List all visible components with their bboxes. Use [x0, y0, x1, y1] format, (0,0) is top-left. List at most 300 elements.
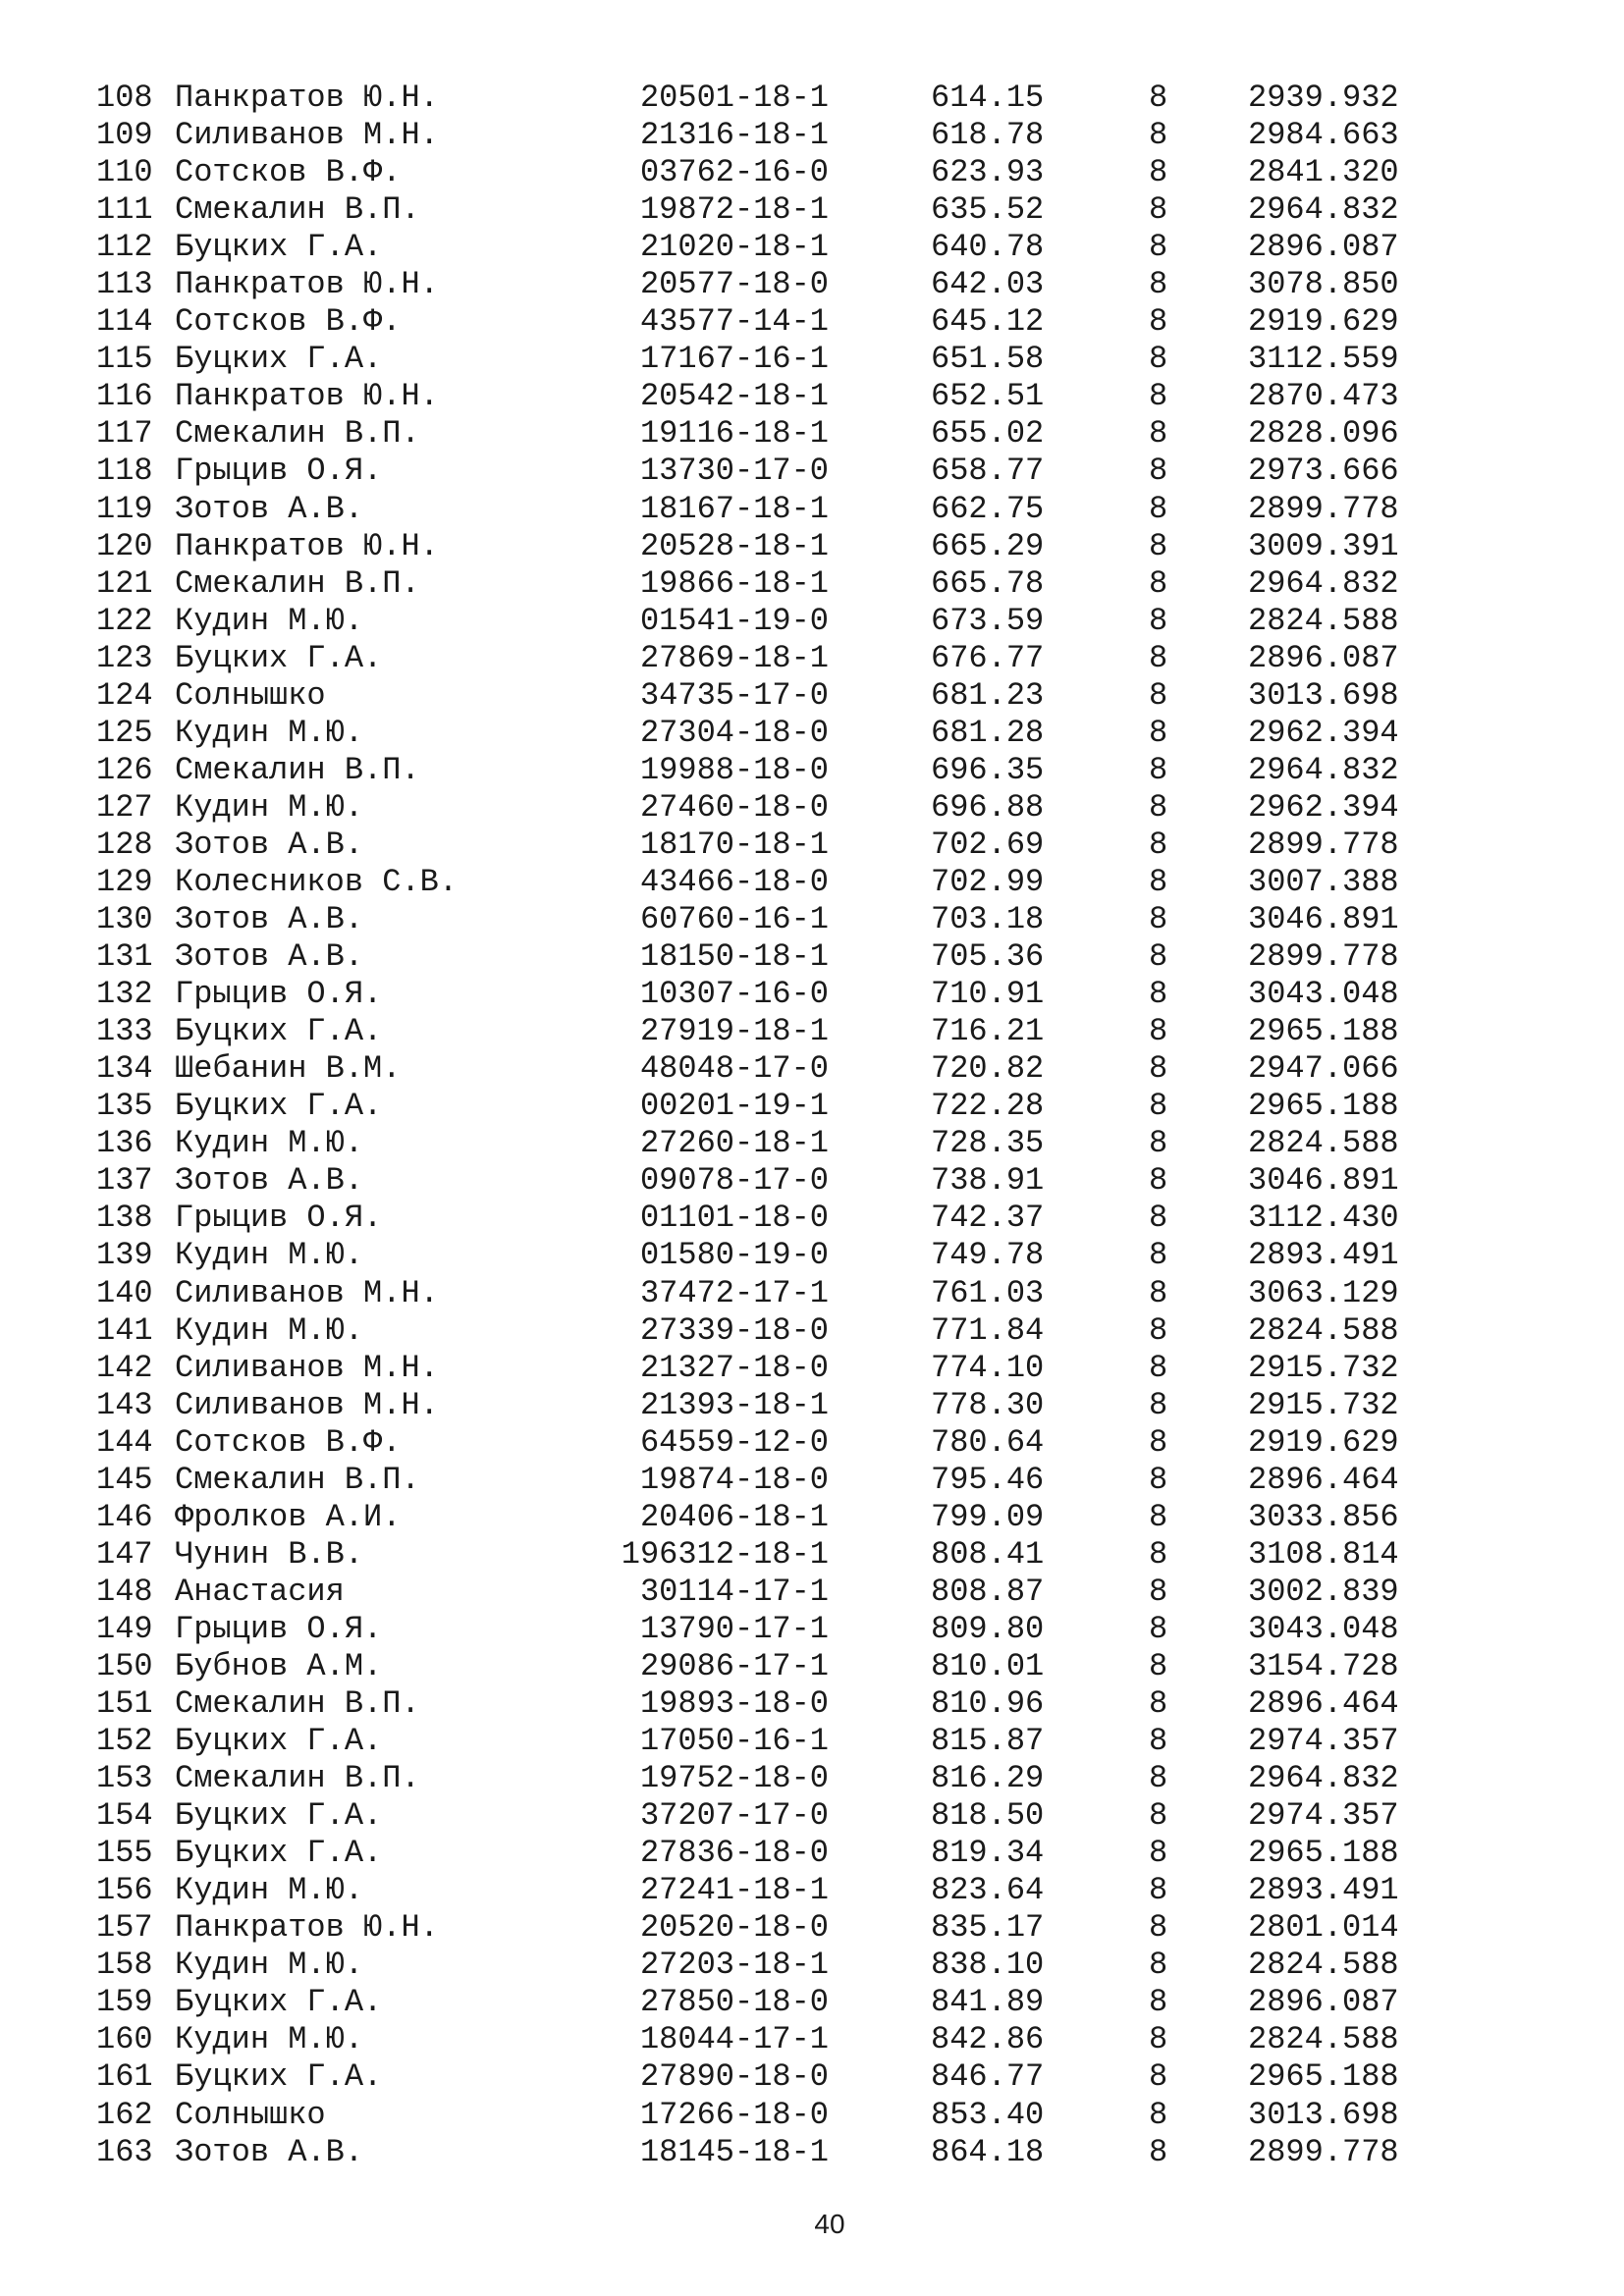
table-row [0, 1200, 1624, 1237]
category-value: 8 [1149, 1237, 1168, 1274]
speed-value: 2824.588 [1248, 1311, 1399, 1349]
speed-value: 3154.728 [1248, 1647, 1399, 1684]
table-row [0, 2021, 1624, 2058]
category-value: 8 [1149, 676, 1168, 714]
row-number: 131 [96, 938, 153, 976]
speed-value: 2939.932 [1248, 80, 1399, 116]
speed-value: 2824.588 [1248, 1125, 1399, 1162]
category-value: 8 [1149, 639, 1168, 676]
ring-id: 34735-17-0 [639, 676, 829, 714]
ring-id: 13790-17-1 [639, 1610, 829, 1647]
category-value: 8 [1149, 1274, 1168, 1311]
row-number: 115 [96, 341, 153, 378]
category-value: 8 [1149, 1872, 1168, 1909]
table-row [0, 1685, 1624, 1723]
row-number: 132 [96, 976, 153, 1013]
speed-value: 2899.778 [1248, 2133, 1399, 2170]
distance-value: 635.52 [931, 191, 1045, 229]
ring-id: 20406-18-1 [639, 1498, 829, 1535]
speed-value: 3046.891 [1248, 901, 1399, 938]
speed-value: 3112.430 [1248, 1200, 1399, 1237]
category-value: 8 [1149, 490, 1168, 527]
owner-name: Смекалин В.П. [175, 1461, 420, 1498]
owner-name: Зотов А.В. [175, 1162, 364, 1200]
table-row [0, 1648, 1624, 1685]
row-number: 123 [96, 639, 153, 676]
table-row [0, 1984, 1624, 2021]
page-number: 40 [814, 2209, 845, 2239]
table-row [0, 677, 1624, 715]
ring-id: 27836-18-0 [639, 1835, 829, 1872]
row-number: 111 [96, 191, 153, 229]
category-value: 8 [1149, 2133, 1168, 2170]
category-value: 8 [1149, 1610, 1168, 1647]
category-value: 8 [1149, 714, 1168, 751]
table-row [0, 1536, 1624, 1574]
ring-id: 21020-18-1 [639, 229, 829, 266]
table-row [0, 1424, 1624, 1462]
distance-value: 774.10 [931, 1349, 1045, 1386]
speed-value: 2870.473 [1248, 378, 1399, 415]
distance-value: 816.29 [931, 1760, 1045, 1797]
distance-value: 662.75 [931, 490, 1045, 527]
table-row [0, 1013, 1624, 1050]
table-row [0, 1462, 1624, 1499]
table-row [0, 901, 1624, 938]
ring-id: 64559-12-0 [639, 1423, 829, 1461]
owner-name: Панкратов Ю.Н. [175, 80, 439, 116]
speed-value: 2824.588 [1248, 2021, 1399, 2058]
owner-name: Буцких Г.А. [175, 1984, 383, 2021]
distance-value: 614.15 [931, 80, 1045, 116]
ring-id: 20577-18-0 [639, 266, 829, 303]
speed-value: 2974.357 [1248, 1723, 1399, 1760]
owner-name: Буцких Г.А. [175, 1835, 383, 1872]
ring-id: 18170-18-1 [639, 826, 829, 863]
table-row [0, 117, 1624, 154]
speed-value: 2974.357 [1248, 1797, 1399, 1835]
row-number: 144 [96, 1423, 153, 1461]
distance-value: 623.93 [931, 154, 1045, 191]
speed-value: 2896.087 [1248, 1984, 1399, 2021]
owner-name: Кудин М.Ю. [175, 714, 364, 751]
category-value: 8 [1149, 191, 1168, 229]
ring-id: 43577-14-1 [639, 303, 829, 341]
category-value: 8 [1149, 1311, 1168, 1349]
category-value: 8 [1149, 415, 1168, 453]
category-value: 8 [1149, 1723, 1168, 1760]
category-value: 8 [1149, 1386, 1168, 1423]
category-value: 8 [1149, 453, 1168, 490]
owner-name: Силиванов М.Н. [175, 1349, 439, 1386]
owner-name: Грыцив О.Я. [175, 453, 383, 490]
owner-name: Колесников С.В. [175, 863, 459, 900]
category-value: 8 [1149, 751, 1168, 788]
row-number: 119 [96, 490, 153, 527]
table-row [0, 2134, 1624, 2171]
category-value: 8 [1149, 154, 1168, 191]
distance-value: 681.28 [931, 714, 1045, 751]
owner-name: Смекалин В.П. [175, 1685, 420, 1723]
row-number: 142 [96, 1349, 153, 1386]
table-row [0, 1050, 1624, 1088]
table-row [0, 752, 1624, 789]
speed-value: 2824.588 [1248, 1947, 1399, 1984]
category-value: 8 [1149, 901, 1168, 938]
owner-name: Силиванов М.Н. [175, 1274, 439, 1311]
row-number: 163 [96, 2133, 153, 2170]
distance-value: 780.64 [931, 1423, 1045, 1461]
speed-value: 2801.014 [1248, 1909, 1399, 1947]
owner-name: Грыцив О.Я. [175, 976, 383, 1013]
ring-id: 30114-17-1 [639, 1573, 829, 1610]
table-row [0, 2097, 1624, 2134]
speed-value: 3046.891 [1248, 1162, 1399, 1200]
ring-id: 43466-18-0 [639, 863, 829, 900]
table-row [0, 1125, 1624, 1162]
owner-name: Кудин М.Ю. [175, 1125, 364, 1162]
table-row [0, 491, 1624, 528]
speed-value: 2965.188 [1248, 1835, 1399, 1872]
distance-value: 676.77 [931, 639, 1045, 676]
speed-value: 2915.732 [1248, 1386, 1399, 1423]
row-number: 134 [96, 1050, 153, 1088]
ring-id: 21327-18-0 [639, 1349, 829, 1386]
owner-name: Зотов А.В. [175, 938, 364, 976]
owner-name: Смекалин В.П. [175, 191, 420, 229]
ring-id: 20520-18-0 [639, 1909, 829, 1947]
row-number: 108 [96, 80, 153, 116]
table-row [0, 528, 1624, 565]
owner-name: Шебанин В.М. [175, 1050, 402, 1088]
table-row [0, 229, 1624, 266]
row-number: 136 [96, 1125, 153, 1162]
speed-value: 2899.778 [1248, 826, 1399, 863]
speed-value: 2964.832 [1248, 564, 1399, 602]
ring-id: 01101-18-0 [639, 1200, 829, 1237]
owner-name: Кудин М.Ю. [175, 1311, 364, 1349]
owner-name: Панкратов Ю.Н. [175, 378, 439, 415]
table-row [0, 154, 1624, 191]
table-row [0, 1237, 1624, 1274]
distance-value: 702.69 [931, 826, 1045, 863]
ring-id: 00201-19-1 [639, 1088, 829, 1125]
distance-value: 640.78 [931, 229, 1045, 266]
ring-id: 18145-18-1 [639, 2133, 829, 2170]
distance-value: 749.78 [931, 1237, 1045, 1274]
category-value: 8 [1149, 117, 1168, 154]
table-row [0, 1574, 1624, 1611]
speed-value: 3108.814 [1248, 1535, 1399, 1573]
owner-name: Кудин М.Ю. [175, 788, 364, 826]
ring-id: 01541-19-0 [639, 602, 829, 639]
speed-value: 3112.559 [1248, 341, 1399, 378]
speed-value: 2947.066 [1248, 1050, 1399, 1088]
ring-id: 27241-18-1 [639, 1872, 829, 1909]
table-row [0, 266, 1624, 303]
category-value: 8 [1149, 1797, 1168, 1835]
row-number: 153 [96, 1760, 153, 1797]
owner-name: Буцких Г.А. [175, 1723, 383, 1760]
distance-value: 642.03 [931, 266, 1045, 303]
distance-value: 702.99 [931, 863, 1045, 900]
speed-value: 2965.188 [1248, 1013, 1399, 1050]
ring-id: 27339-18-0 [639, 1311, 829, 1349]
distance-value: 810.01 [931, 1647, 1045, 1684]
category-value: 8 [1149, 1088, 1168, 1125]
owner-name: Буцких Г.А. [175, 1797, 383, 1835]
ring-id: 13730-17-0 [639, 453, 829, 490]
category-value: 8 [1149, 266, 1168, 303]
owner-name: Солнышко [175, 2096, 326, 2133]
row-number: 117 [96, 415, 153, 453]
speed-value: 3033.856 [1248, 1498, 1399, 1535]
speed-value: 2973.666 [1248, 453, 1399, 490]
ring-id: 20528-18-1 [639, 527, 829, 564]
table-row [0, 827, 1624, 864]
row-number: 112 [96, 229, 153, 266]
ring-id: 17167-16-1 [639, 341, 829, 378]
table-row [0, 303, 1624, 341]
distance-value: 771.84 [931, 1311, 1045, 1349]
speed-value: 3063.129 [1248, 1274, 1399, 1311]
category-value: 8 [1149, 1498, 1168, 1535]
category-value: 8 [1149, 1573, 1168, 1610]
distance-value: 864.18 [931, 2133, 1045, 2170]
category-value: 8 [1149, 602, 1168, 639]
row-number: 154 [96, 1797, 153, 1835]
distance-value: 841.89 [931, 1984, 1045, 2021]
row-number: 140 [96, 1274, 153, 1311]
category-value: 8 [1149, 2021, 1168, 2058]
ring-id: 19893-18-0 [639, 1685, 829, 1723]
speed-value: 2962.394 [1248, 788, 1399, 826]
table-row [0, 453, 1624, 490]
table-row [0, 603, 1624, 640]
owner-name: Кудин М.Ю. [175, 602, 364, 639]
speed-value: 2896.464 [1248, 1685, 1399, 1723]
row-number: 116 [96, 378, 153, 415]
row-number: 120 [96, 527, 153, 564]
category-value: 8 [1149, 1125, 1168, 1162]
distance-value: 846.77 [931, 2058, 1045, 2096]
row-number: 159 [96, 1984, 153, 2021]
category-value: 8 [1149, 1835, 1168, 1872]
speed-value: 2964.832 [1248, 751, 1399, 788]
row-number: 143 [96, 1386, 153, 1423]
owner-name: Кудин М.Ю. [175, 2021, 364, 2058]
distance-value: 815.87 [931, 1723, 1045, 1760]
owner-name: Буцких Г.А. [175, 639, 383, 676]
table-row [0, 1760, 1624, 1797]
distance-value: 842.86 [931, 2021, 1045, 2058]
table-row [0, 1088, 1624, 1125]
category-value: 8 [1149, 80, 1168, 116]
category-value: 8 [1149, 1909, 1168, 1947]
table-row [0, 1350, 1624, 1387]
category-value: 8 [1149, 1050, 1168, 1088]
distance-value: 838.10 [931, 1947, 1045, 1984]
speed-value: 2964.832 [1248, 191, 1399, 229]
owner-name: Буцких Г.А. [175, 229, 383, 266]
row-number: 149 [96, 1610, 153, 1647]
distance-value: 823.64 [931, 1872, 1045, 1909]
table-row [0, 864, 1624, 901]
owner-name: Кудин М.Ю. [175, 1947, 364, 1984]
speed-value: 3002.839 [1248, 1573, 1399, 1610]
owner-name: Смекалин В.П. [175, 564, 420, 602]
speed-value: 3013.698 [1248, 2096, 1399, 2133]
category-value: 8 [1149, 1349, 1168, 1386]
ring-id: 21316-18-1 [639, 117, 829, 154]
distance-value: 665.29 [931, 527, 1045, 564]
category-value: 8 [1149, 229, 1168, 266]
distance-value: 728.35 [931, 1125, 1045, 1162]
table-row [0, 1947, 1624, 1984]
owner-name: Смекалин В.П. [175, 415, 420, 453]
category-value: 8 [1149, 341, 1168, 378]
ring-id: 21393-18-1 [639, 1386, 829, 1423]
row-number: 160 [96, 2021, 153, 2058]
ring-id: 27850-18-0 [639, 1984, 829, 2021]
owner-name: Зотов А.В. [175, 826, 364, 863]
speed-value: 2893.491 [1248, 1872, 1399, 1909]
category-value: 8 [1149, 1760, 1168, 1797]
distance-value: 819.34 [931, 1835, 1045, 1872]
ring-id: 20542-18-1 [639, 378, 829, 415]
distance-value: 696.88 [931, 788, 1045, 826]
distance-value: 681.23 [931, 676, 1045, 714]
speed-value: 2919.629 [1248, 303, 1399, 341]
table-row [0, 640, 1624, 677]
table-row [0, 191, 1624, 229]
category-value: 8 [1149, 303, 1168, 341]
category-value: 8 [1149, 1423, 1168, 1461]
speed-value: 3078.850 [1248, 266, 1399, 303]
row-number: 157 [96, 1909, 153, 1947]
row-number: 156 [96, 1872, 153, 1909]
ring-id: 37207-17-0 [639, 1797, 829, 1835]
ring-id: 18167-18-1 [639, 490, 829, 527]
distance-value: 761.03 [931, 1274, 1045, 1311]
ring-id: 37472-17-1 [639, 1274, 829, 1311]
category-value: 8 [1149, 938, 1168, 976]
category-value: 8 [1149, 527, 1168, 564]
row-number: 137 [96, 1162, 153, 1200]
distance-value: 835.17 [931, 1909, 1045, 1947]
table-row [0, 1909, 1624, 1947]
distance-value: 799.09 [931, 1498, 1045, 1535]
owner-name: Смекалин В.П. [175, 751, 420, 788]
row-number: 147 [96, 1535, 153, 1573]
row-number: 141 [96, 1311, 153, 1349]
speed-value: 2893.491 [1248, 1237, 1399, 1274]
table-row [0, 565, 1624, 603]
row-number: 145 [96, 1461, 153, 1498]
distance-value: 652.51 [931, 378, 1045, 415]
ring-id: 19116-18-1 [639, 415, 829, 453]
speed-value: 3043.048 [1248, 1610, 1399, 1647]
category-value: 8 [1149, 863, 1168, 900]
distance-value: 810.96 [931, 1685, 1045, 1723]
category-value: 8 [1149, 826, 1168, 863]
table-row [0, 2058, 1624, 2096]
row-number: 128 [96, 826, 153, 863]
ring-id: 27203-18-1 [639, 1947, 829, 1984]
ring-id: 27919-18-1 [639, 1013, 829, 1050]
distance-value: 651.58 [931, 341, 1045, 378]
ring-id: 29086-17-1 [639, 1647, 829, 1684]
distance-value: 665.78 [931, 564, 1045, 602]
distance-value: 696.35 [931, 751, 1045, 788]
distance-value: 742.37 [931, 1200, 1045, 1237]
ring-id: 27260-18-1 [639, 1125, 829, 1162]
ring-id: 18044-17-1 [639, 2021, 829, 2058]
owner-name: Панкратов Ю.Н. [175, 1909, 439, 1947]
category-value: 8 [1149, 378, 1168, 415]
row-number: 162 [96, 2096, 153, 2133]
owner-name: Зотов А.В. [175, 490, 364, 527]
distance-value: 645.12 [931, 303, 1045, 341]
speed-value: 2896.464 [1248, 1461, 1399, 1498]
table-row [0, 789, 1624, 827]
row-number: 121 [96, 564, 153, 602]
speed-value: 3013.698 [1248, 676, 1399, 714]
speed-value: 3007.388 [1248, 863, 1399, 900]
speed-value: 2824.588 [1248, 602, 1399, 639]
owner-name: Сотсков В.Ф. [175, 1423, 402, 1461]
owner-name: Панкратов Ю.Н. [175, 266, 439, 303]
table-row [0, 1387, 1624, 1424]
owner-name: Зотов А.В. [175, 2133, 364, 2170]
owner-name: Сотсков В.Ф. [175, 303, 402, 341]
table-row [0, 1611, 1624, 1648]
distance-value: 618.78 [931, 117, 1045, 154]
category-value: 8 [1149, 1461, 1168, 1498]
row-number: 126 [96, 751, 153, 788]
table-row [0, 1872, 1624, 1909]
table-row [0, 715, 1624, 752]
row-number: 110 [96, 154, 153, 191]
owner-name: Буцких Г.А. [175, 1088, 383, 1125]
speed-value: 3043.048 [1248, 976, 1399, 1013]
speed-value: 2919.629 [1248, 1423, 1399, 1461]
category-value: 8 [1149, 564, 1168, 602]
owner-name: Кудин М.Ю. [175, 1872, 364, 1909]
distance-value: 705.36 [931, 938, 1045, 976]
distance-value: 722.28 [931, 1088, 1045, 1125]
ring-id: 60760-16-1 [639, 901, 829, 938]
category-value: 8 [1149, 976, 1168, 1013]
row-number: 133 [96, 1013, 153, 1050]
row-number: 135 [96, 1088, 153, 1125]
ring-id: 19988-18-0 [639, 751, 829, 788]
row-number: 125 [96, 714, 153, 751]
table-row [0, 341, 1624, 378]
row-number: 122 [96, 602, 153, 639]
distance-value: 809.80 [931, 1610, 1045, 1647]
ring-id: 27869-18-1 [639, 639, 829, 676]
owner-name: Солнышко [175, 676, 326, 714]
speed-value: 2896.087 [1248, 229, 1399, 266]
owner-name: Буцких Г.А. [175, 341, 383, 378]
ring-id: 17050-16-1 [639, 1723, 829, 1760]
category-value: 8 [1149, 1535, 1168, 1573]
ring-id: 196312-18-1 [621, 1535, 829, 1573]
row-number: 130 [96, 901, 153, 938]
row-number: 161 [96, 2058, 153, 2096]
row-number: 138 [96, 1200, 153, 1237]
